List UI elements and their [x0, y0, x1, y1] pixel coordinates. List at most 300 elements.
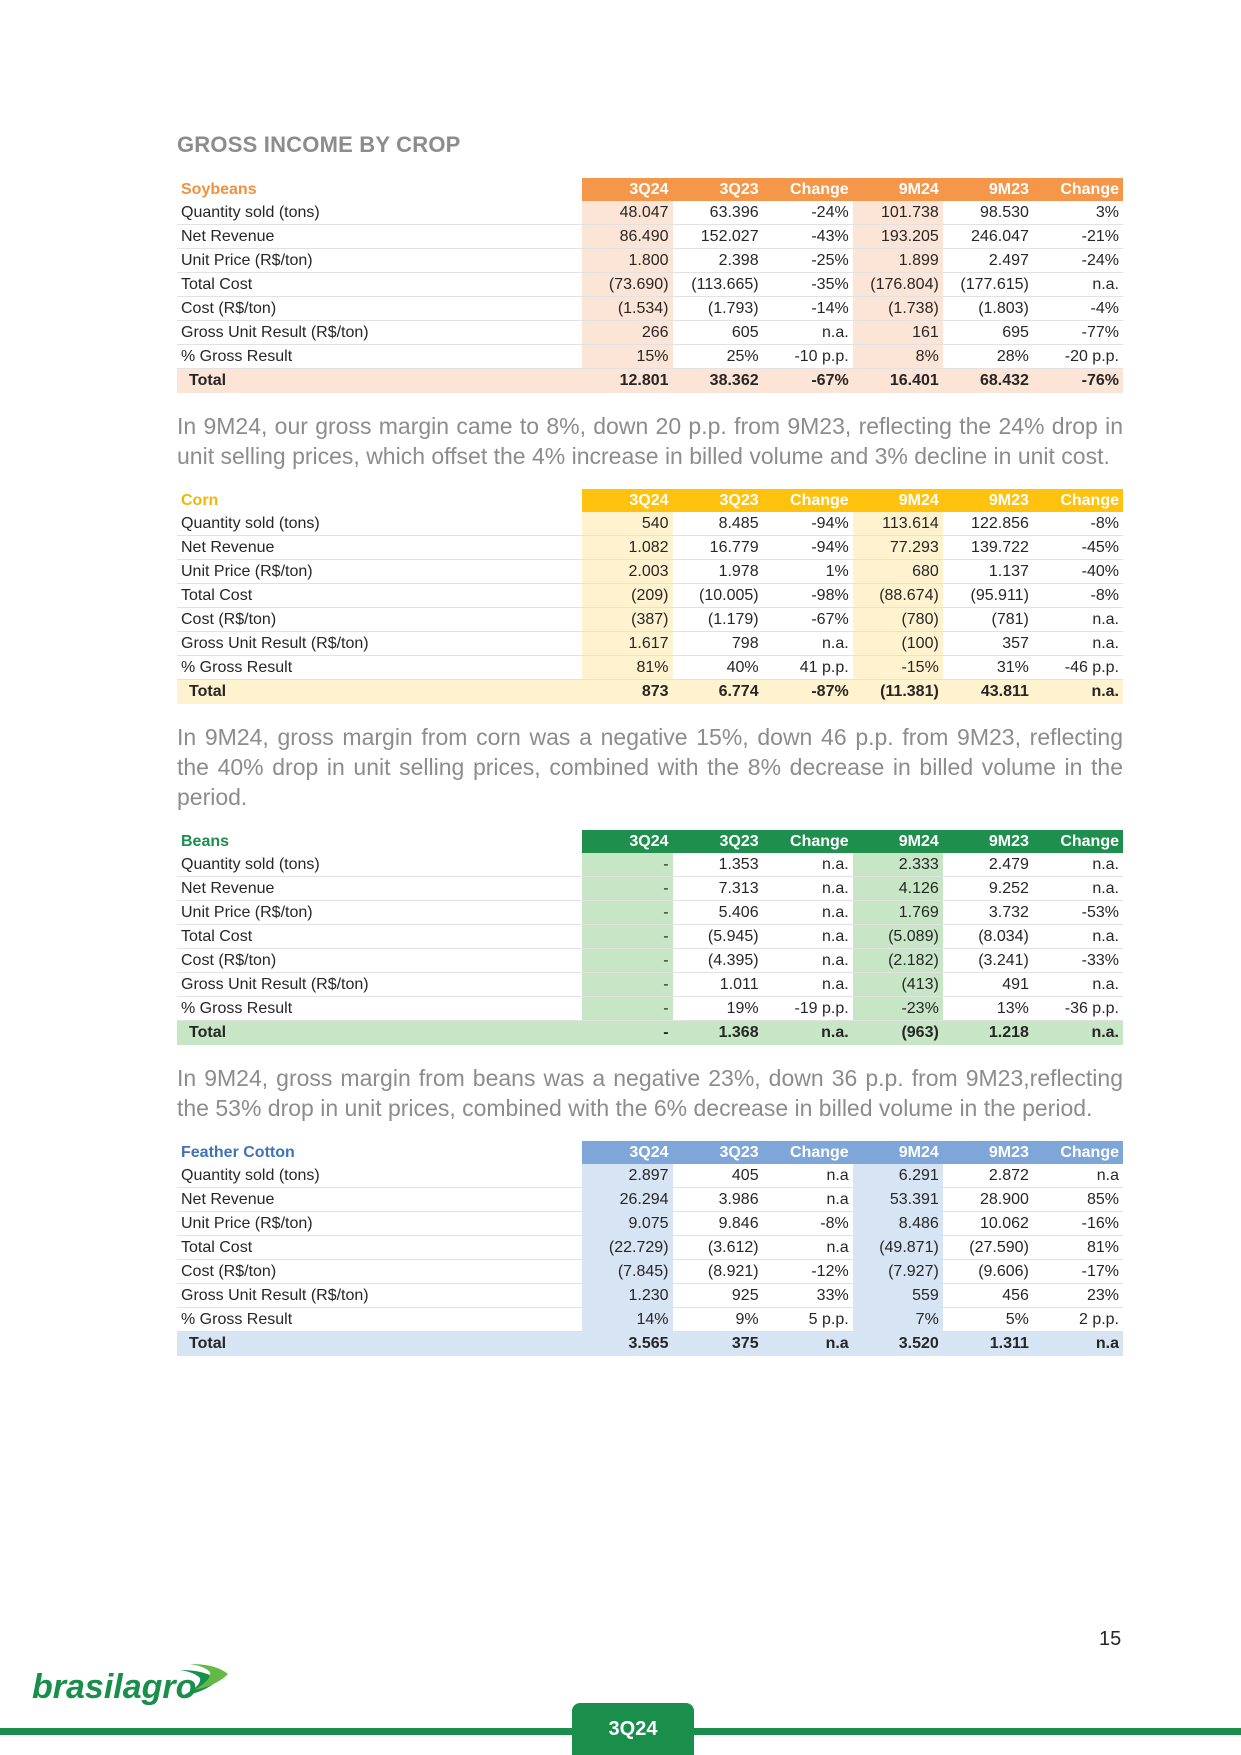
table-cell: 2.003: [582, 560, 672, 584]
table-cell: 1.899: [853, 249, 943, 273]
crop-name: Feather Cotton: [177, 1141, 582, 1164]
table-cell: 28.900: [943, 1188, 1033, 1212]
table-row: [177, 901, 1123, 925]
table-cell: (1.793): [673, 297, 763, 321]
table-cell: (209): [582, 584, 672, 608]
table-cell: 2.497: [943, 249, 1033, 273]
table-row: [177, 297, 1123, 321]
table-cell: -17%: [1033, 1260, 1123, 1284]
table-cell: 14%: [582, 1308, 672, 1332]
table-cell: 5%: [943, 1308, 1033, 1332]
table-cell: 3%: [1033, 201, 1123, 225]
column-header: 9M24: [853, 830, 943, 853]
brasilagro-logo: [30, 1656, 230, 1710]
table-row: [177, 853, 1123, 877]
table-cell: n.a.: [1033, 853, 1123, 877]
row-label: Total Cost: [177, 273, 582, 297]
column-header: Change: [1033, 178, 1123, 201]
column-header: 9M23: [943, 830, 1033, 853]
table-cell: 2.398: [673, 249, 763, 273]
table-cell: (4.395): [673, 949, 763, 973]
total-cell: n.a.: [763, 1021, 853, 1046]
table-cell: 1.230: [582, 1284, 672, 1308]
footer-period-tab: 3Q24: [572, 1703, 694, 1755]
table-cell: 40%: [673, 656, 763, 680]
table-row: [177, 249, 1123, 273]
table-cell: n.a.: [763, 925, 853, 949]
table-cell: 5 p.p.: [763, 1308, 853, 1332]
table-cell: 101.738: [853, 201, 943, 225]
column-header: 9M24: [853, 178, 943, 201]
table-cell: (27.590): [943, 1236, 1033, 1260]
total-cell: 43.811: [943, 680, 1033, 705]
total-cell: 38.362: [673, 369, 763, 394]
table-cell: 266: [582, 321, 672, 345]
total-cell: 1.218: [943, 1021, 1033, 1046]
row-label: Gross Unit Result (R$/ton): [177, 973, 582, 997]
table-cell: n.a.: [1033, 925, 1123, 949]
table-cell: (9.606): [943, 1260, 1033, 1284]
table-cell: 19%: [673, 997, 763, 1021]
row-label: Total Cost: [177, 1236, 582, 1260]
total-cell: 16.401: [853, 369, 943, 394]
row-label: % Gross Result: [177, 1308, 582, 1332]
table-cell: (10.005): [673, 584, 763, 608]
feather-cotton-table: [177, 1141, 1123, 1356]
row-label: Cost (R$/ton): [177, 1260, 582, 1284]
column-header: 3Q23: [673, 489, 763, 512]
total-cell: 1.311: [943, 1332, 1033, 1357]
table-header-row: [177, 489, 1123, 512]
table-cell: (100): [853, 632, 943, 656]
beans-commentary: In 9M24, gross margin from beans was a negative 23%, down 36 p.p. from 9M23,reflecting the 53% drop in unit prices, combined with the 6% decrease in billed volume in the period.: [177, 1065, 1123, 1121]
table-cell: 81%: [1033, 1236, 1123, 1260]
column-header: 3Q23: [673, 178, 763, 201]
table-header-row: [177, 830, 1123, 853]
table-row: [177, 1284, 1123, 1308]
table-cell: -67%: [763, 608, 853, 632]
table-cell: -43%: [763, 225, 853, 249]
table-cell: (176.804): [853, 273, 943, 297]
table-row: [177, 584, 1123, 608]
total-cell: 375: [673, 1332, 763, 1357]
table-cell: -8%: [1033, 584, 1123, 608]
table-cell: -10 p.p.: [763, 345, 853, 369]
table-cell: (177.615): [943, 273, 1033, 297]
table-cell: -: [582, 901, 672, 925]
table-cell: 16.779: [673, 536, 763, 560]
table-cell: (3.612): [673, 1236, 763, 1260]
table-cell: 1.617: [582, 632, 672, 656]
total-cell: n.a: [1033, 1332, 1123, 1357]
row-label: Cost (R$/ton): [177, 949, 582, 973]
row-label: Unit Price (R$/ton): [177, 901, 582, 925]
table-row: [177, 877, 1123, 901]
table-cell: 8.485: [673, 512, 763, 536]
table-cell: (387): [582, 608, 672, 632]
table-cell: (1.803): [943, 297, 1033, 321]
column-header: Change: [1033, 1141, 1123, 1164]
table-cell: 85%: [1033, 1188, 1123, 1212]
table-cell: 1.769: [853, 901, 943, 925]
table-cell: -24%: [1033, 249, 1123, 273]
table-cell: -4%: [1033, 297, 1123, 321]
table-cell: -16%: [1033, 1212, 1123, 1236]
table-cell: (7.927): [853, 1260, 943, 1284]
soybeans-commentary: In 9M24, our gross margin came to 8%, down 20 p.p. from 9M23, reflecting the 24% drop in unit selling prices, which offset the 4% increase in billed volume and 3% decline in unit cost.: [177, 413, 1123, 469]
table-cell: 540: [582, 512, 672, 536]
row-label: Quantity sold (tons): [177, 201, 582, 225]
column-header: 3Q24: [582, 1141, 672, 1164]
table-cell: n.a.: [1033, 877, 1123, 901]
table-cell: 456: [943, 1284, 1033, 1308]
table-cell: 798: [673, 632, 763, 656]
total-cell: (11.381): [853, 680, 943, 705]
table-cell: (8.921): [673, 1260, 763, 1284]
table-cell: -77%: [1033, 321, 1123, 345]
table-cell: -25%: [763, 249, 853, 273]
table-cell: 13%: [943, 997, 1033, 1021]
table-cell: 1%: [763, 560, 853, 584]
total-label: Total: [177, 680, 582, 705]
column-header: 9M24: [853, 489, 943, 512]
total-cell: 6.774: [673, 680, 763, 705]
table-row: [177, 345, 1123, 369]
total-cell: 3.565: [582, 1332, 672, 1357]
total-row: [177, 1021, 1123, 1046]
column-header: 3Q24: [582, 178, 672, 201]
table-cell: n.a.: [1033, 608, 1123, 632]
table-cell: 33%: [763, 1284, 853, 1308]
table-cell: (413): [853, 973, 943, 997]
table-cell: 10.062: [943, 1212, 1033, 1236]
total-row: [177, 680, 1123, 705]
table-cell: 559: [853, 1284, 943, 1308]
total-cell: -87%: [763, 680, 853, 705]
total-cell: -67%: [763, 369, 853, 394]
logo-wordmark: brasilagro: [32, 1668, 197, 1706]
table-cell: n.a: [763, 1164, 853, 1188]
table-header-row: [177, 178, 1123, 201]
total-cell: -: [582, 1021, 672, 1046]
table-cell: -24%: [763, 201, 853, 225]
table-cell: (7.845): [582, 1260, 672, 1284]
table-cell: -98%: [763, 584, 853, 608]
row-label: Quantity sold (tons): [177, 853, 582, 877]
total-cell: n.a.: [1033, 680, 1123, 705]
column-header: Change: [1033, 489, 1123, 512]
row-label: Net Revenue: [177, 536, 582, 560]
table-cell: (5.945): [673, 925, 763, 949]
report-content: [177, 132, 1123, 1356]
total-label: Total: [177, 1332, 582, 1357]
column-header: Change: [763, 830, 853, 853]
table-cell: -35%: [763, 273, 853, 297]
table-cell: n.a.: [763, 973, 853, 997]
table-row: [177, 1260, 1123, 1284]
table-cell: 77.293: [853, 536, 943, 560]
table-cell: 925: [673, 1284, 763, 1308]
table-row: [177, 273, 1123, 297]
table-cell: 161: [853, 321, 943, 345]
table-cell: n.a.: [763, 901, 853, 925]
total-cell: 1.368: [673, 1021, 763, 1046]
row-label: Quantity sold (tons): [177, 512, 582, 536]
table-cell: 2.897: [582, 1164, 672, 1188]
table-row: [177, 1164, 1123, 1188]
table-cell: -: [582, 949, 672, 973]
total-cell: (963): [853, 1021, 943, 1046]
table-cell: -40%: [1033, 560, 1123, 584]
table-cell: 680: [853, 560, 943, 584]
row-label: Net Revenue: [177, 225, 582, 249]
table-cell: (49.871): [853, 1236, 943, 1260]
table-cell: -23%: [853, 997, 943, 1021]
column-header: 9M23: [943, 178, 1033, 201]
table-cell: -8%: [763, 1212, 853, 1236]
row-label: Gross Unit Result (R$/ton): [177, 632, 582, 656]
table-cell: 23%: [1033, 1284, 1123, 1308]
table-cell: -12%: [763, 1260, 853, 1284]
table-cell: 1.800: [582, 249, 672, 273]
table-cell: 405: [673, 1164, 763, 1188]
table-cell: 491: [943, 973, 1033, 997]
table-cell: 53.391: [853, 1188, 943, 1212]
table-cell: n.a: [763, 1236, 853, 1260]
total-row: [177, 369, 1123, 394]
total-row: [177, 1332, 1123, 1357]
table-cell: 1.082: [582, 536, 672, 560]
table-cell: 2.333: [853, 853, 943, 877]
table-cell: -46 p.p.: [1033, 656, 1123, 680]
row-label: % Gross Result: [177, 997, 582, 1021]
table-cell: -: [582, 925, 672, 949]
table-cell: -20 p.p.: [1033, 345, 1123, 369]
table-row: [177, 632, 1123, 656]
table-cell: n.a.: [1033, 632, 1123, 656]
row-label: Total Cost: [177, 584, 582, 608]
row-label: Unit Price (R$/ton): [177, 249, 582, 273]
table-cell: n.a.: [763, 321, 853, 345]
table-cell: n.a.: [763, 877, 853, 901]
table-cell: 26.294: [582, 1188, 672, 1212]
table-cell: 2.872: [943, 1164, 1033, 1188]
table-cell: n.a.: [763, 949, 853, 973]
table-cell: (22.729): [582, 1236, 672, 1260]
crop-sections: [177, 178, 1123, 1356]
table-cell: -21%: [1033, 225, 1123, 249]
table-cell: -14%: [763, 297, 853, 321]
beans-table: [177, 830, 1123, 1045]
table-row: [177, 949, 1123, 973]
table-cell: 3.986: [673, 1188, 763, 1212]
table-row: [177, 973, 1123, 997]
table-row: [177, 225, 1123, 249]
row-label: % Gross Result: [177, 656, 582, 680]
corn-table: [177, 489, 1123, 704]
table-cell: 9.252: [943, 877, 1033, 901]
table-row: [177, 560, 1123, 584]
table-cell: -15%: [853, 656, 943, 680]
column-header: 3Q23: [673, 1141, 763, 1164]
table-cell: 8%: [853, 345, 943, 369]
table-header-row: [177, 1141, 1123, 1164]
crop-name: Corn: [177, 489, 582, 512]
crop-name: Soybeans: [177, 178, 582, 201]
total-cell: n.a: [763, 1332, 853, 1357]
table-cell: (1.179): [673, 608, 763, 632]
table-row: [177, 997, 1123, 1021]
table-row: [177, 925, 1123, 949]
table-cell: 6.291: [853, 1164, 943, 1188]
column-header: Change: [763, 1141, 853, 1164]
table-cell: 1.978: [673, 560, 763, 584]
row-label: Total Cost: [177, 925, 582, 949]
table-cell: (2.182): [853, 949, 943, 973]
table-row: [177, 1308, 1123, 1332]
table-cell: 25%: [673, 345, 763, 369]
table-cell: 2.479: [943, 853, 1033, 877]
table-cell: 48.047: [582, 201, 672, 225]
total-cell: 873: [582, 680, 672, 705]
table-cell: n.a.: [763, 632, 853, 656]
table-cell: 15%: [582, 345, 672, 369]
table-cell: 113.614: [853, 512, 943, 536]
row-label: Quantity sold (tons): [177, 1164, 582, 1188]
column-header: 9M23: [943, 1141, 1033, 1164]
table-cell: (780): [853, 608, 943, 632]
table-cell: n.a.: [1033, 273, 1123, 297]
table-cell: n.a: [763, 1188, 853, 1212]
table-cell: 4.126: [853, 877, 943, 901]
row-label: Net Revenue: [177, 1188, 582, 1212]
table-cell: 28%: [943, 345, 1033, 369]
table-cell: n.a.: [1033, 973, 1123, 997]
table-cell: (88.674): [853, 584, 943, 608]
table-cell: (3.241): [943, 949, 1033, 973]
total-cell: 3.520: [853, 1332, 943, 1357]
table-cell: 9.846: [673, 1212, 763, 1236]
table-cell: (781): [943, 608, 1033, 632]
table-cell: -94%: [763, 512, 853, 536]
row-label: Unit Price (R$/ton): [177, 560, 582, 584]
table-cell: (113.665): [673, 273, 763, 297]
table-row: [177, 536, 1123, 560]
table-cell: -53%: [1033, 901, 1123, 925]
table-cell: 1.137: [943, 560, 1033, 584]
table-row: [177, 201, 1123, 225]
table-cell: (1.738): [853, 297, 943, 321]
row-label: Gross Unit Result (R$/ton): [177, 321, 582, 345]
table-cell: 357: [943, 632, 1033, 656]
table-cell: -: [582, 997, 672, 1021]
column-header: 3Q24: [582, 489, 672, 512]
table-row: [177, 321, 1123, 345]
table-row: [177, 608, 1123, 632]
row-label: Net Revenue: [177, 877, 582, 901]
total-cell: n.a.: [1033, 1021, 1123, 1046]
table-cell: 152.027: [673, 225, 763, 249]
column-header: 3Q24: [582, 830, 672, 853]
row-label: Cost (R$/ton): [177, 608, 582, 632]
table-cell: n.a.: [763, 853, 853, 877]
total-cell: 68.432: [943, 369, 1033, 394]
table-cell: -94%: [763, 536, 853, 560]
table-cell: 31%: [943, 656, 1033, 680]
table-cell: 63.396: [673, 201, 763, 225]
table-row: [177, 656, 1123, 680]
table-cell: -: [582, 877, 672, 901]
table-cell: 246.047: [943, 225, 1033, 249]
column-header: Change: [763, 178, 853, 201]
row-label: Gross Unit Result (R$/ton): [177, 1284, 582, 1308]
row-label: Cost (R$/ton): [177, 297, 582, 321]
table-cell: 86.490: [582, 225, 672, 249]
page-title: GROSS INCOME BY CROP: [177, 132, 461, 157]
corn-commentary: In 9M24, gross margin from corn was a negative 15%, down 46 p.p. from 9M23, reflecting the 40% drop in unit selling prices, combined with the 8% decrease in billed volume in the period.: [177, 724, 1123, 810]
crop-name: Beans: [177, 830, 582, 853]
table-row: [177, 512, 1123, 536]
total-cell: -76%: [1033, 369, 1123, 394]
table-cell: 2 p.p.: [1033, 1308, 1123, 1332]
table-cell: 695: [943, 321, 1033, 345]
soybeans-table: [177, 178, 1123, 393]
table-cell: 3.732: [943, 901, 1033, 925]
table-cell: -45%: [1033, 536, 1123, 560]
table-row: [177, 1236, 1123, 1260]
table-cell: -: [582, 853, 672, 877]
table-cell: (5.089): [853, 925, 943, 949]
column-header: 9M24: [853, 1141, 943, 1164]
table-cell: (95.911): [943, 584, 1033, 608]
table-cell: -: [582, 973, 672, 997]
table-cell: 5.406: [673, 901, 763, 925]
table-cell: (73.690): [582, 273, 672, 297]
row-label: % Gross Result: [177, 345, 582, 369]
table-cell: 81%: [582, 656, 672, 680]
table-cell: 139.722: [943, 536, 1033, 560]
column-header: Change: [1033, 830, 1123, 853]
column-header: 3Q23: [673, 830, 763, 853]
table-cell: 1.353: [673, 853, 763, 877]
row-label: Unit Price (R$/ton): [177, 1212, 582, 1236]
table-cell: 8.486: [853, 1212, 943, 1236]
total-label: Total: [177, 1021, 582, 1046]
table-cell: 7.313: [673, 877, 763, 901]
table-cell: 9.075: [582, 1212, 672, 1236]
table-cell: n.a: [1033, 1164, 1123, 1188]
column-header: Change: [763, 489, 853, 512]
page-number: 15: [1099, 1628, 1122, 1650]
table-cell: (8.034): [943, 925, 1033, 949]
table-row: [177, 1212, 1123, 1236]
table-cell: -33%: [1033, 949, 1123, 973]
table-cell: 193.205: [853, 225, 943, 249]
table-cell: 7%: [853, 1308, 943, 1332]
table-cell: -36 p.p.: [1033, 997, 1123, 1021]
column-header: 9M23: [943, 489, 1033, 512]
table-cell: -8%: [1033, 512, 1123, 536]
table-cell: 1.011: [673, 973, 763, 997]
table-row: [177, 1188, 1123, 1212]
table-cell: 9%: [673, 1308, 763, 1332]
table-cell: 122.856: [943, 512, 1033, 536]
table-cell: 41 p.p.: [763, 656, 853, 680]
table-cell: 605: [673, 321, 763, 345]
total-cell: 12.801: [582, 369, 672, 394]
table-cell: (1.534): [582, 297, 672, 321]
total-label: Total: [177, 369, 582, 394]
